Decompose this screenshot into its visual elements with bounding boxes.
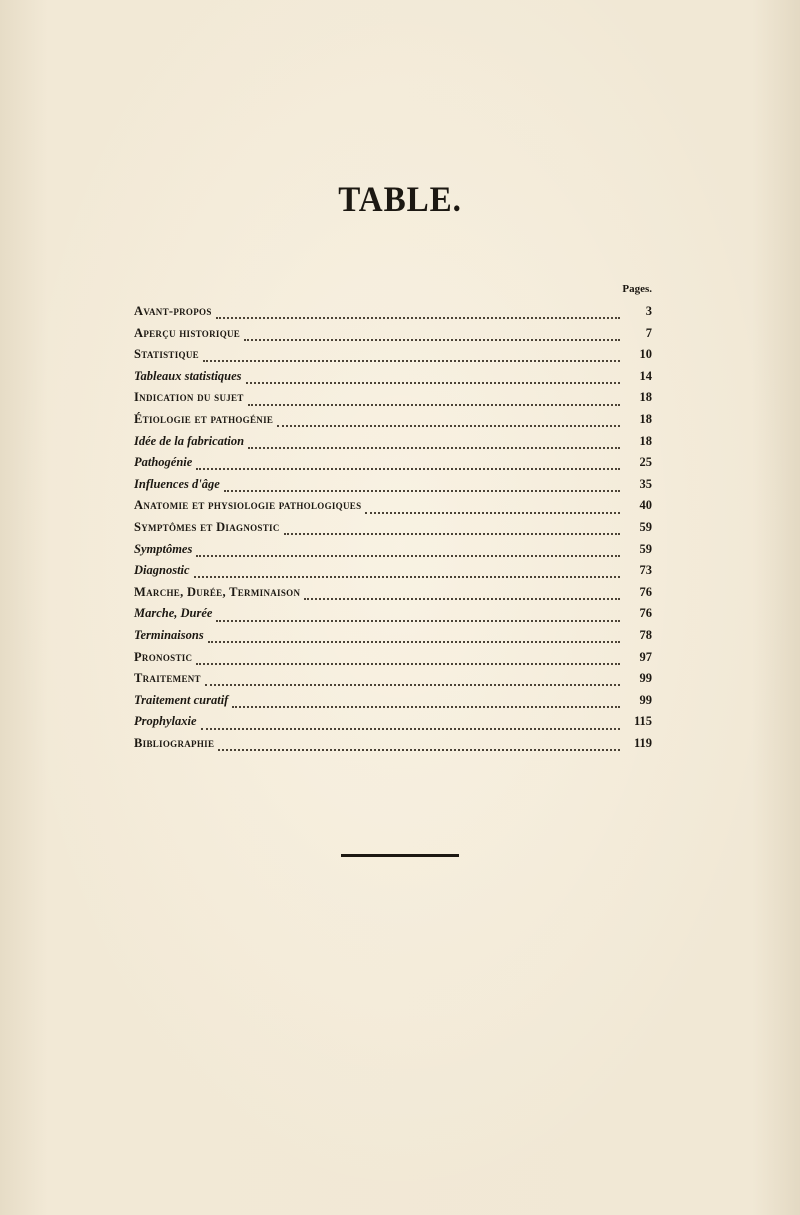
- toc-entry[interactable]: [134, 390, 652, 412]
- dot-leader: [216, 619, 620, 622]
- page-title: TABLE.: [338, 179, 462, 219]
- toc-entry-label: Terminaisons: [134, 627, 204, 642]
- toc-entry[interactable]: [134, 714, 652, 736]
- dot-leader: [365, 511, 620, 514]
- toc-entry-label: Étiologie et pathogénie: [134, 411, 274, 426]
- toc-entry[interactable]: [134, 520, 652, 542]
- toc-entry[interactable]: [134, 455, 652, 477]
- dot-leader: [246, 381, 620, 384]
- toc-entry-page: 7: [645, 325, 652, 340]
- toc-entry-page: 99: [639, 692, 652, 707]
- dot-leader: [196, 662, 620, 665]
- toc-entry-label: Marche, Durée: [134, 606, 213, 621]
- toc-entry-label: Diagnostic: [134, 563, 190, 578]
- toc-entry-page: 119: [633, 735, 652, 750]
- toc-entry-page: 73: [639, 563, 652, 578]
- dot-leader: [205, 683, 620, 686]
- toc-entry-page: 99: [639, 671, 652, 686]
- toc-entry[interactable]: [134, 628, 652, 650]
- toc-entry-page: 40: [639, 498, 652, 513]
- toc-entry-page: 59: [639, 519, 652, 534]
- toc-entry[interactable]: [134, 498, 652, 520]
- toc-entry[interactable]: [134, 477, 652, 499]
- dot-leader: [304, 597, 620, 600]
- toc-entry[interactable]: [134, 563, 652, 585]
- dot-leader: [201, 727, 621, 730]
- toc-entry[interactable]: [134, 347, 652, 369]
- toc-entry-label: Aperçu historique: [134, 325, 241, 340]
- toc-entry[interactable]: [134, 693, 652, 715]
- dot-leader: [224, 489, 620, 492]
- dot-leader: [218, 748, 620, 751]
- toc-entry[interactable]: [134, 650, 652, 672]
- dot-leader: [248, 446, 620, 449]
- toc-entry-label: Traitement curatif: [134, 692, 229, 707]
- toc-entry-label: Prophylaxie: [134, 714, 197, 729]
- toc-entry-page: 18: [639, 390, 652, 405]
- toc-entry-page: 76: [639, 584, 652, 599]
- dot-leader: [248, 403, 620, 406]
- toc-entry-label: Indication du sujet: [134, 390, 244, 405]
- dot-leader: [194, 575, 620, 578]
- toc-entry-page: 78: [639, 627, 652, 642]
- dot-leader: [196, 467, 620, 470]
- toc-entry-page: 3: [645, 304, 652, 318]
- dot-leader: [244, 338, 620, 341]
- toc-entry-label: Pronostic: [134, 649, 193, 664]
- dot-leader: [216, 316, 620, 319]
- toc-entry-page: 18: [639, 433, 652, 448]
- toc-entry[interactable]: [134, 412, 652, 434]
- toc-entry-page: 18: [639, 411, 652, 426]
- toc-entry-page: 10: [639, 347, 652, 362]
- toc-entry-label: Influences d'âge: [134, 476, 220, 491]
- toc-entry-label: Idée de la fabrication: [134, 433, 245, 448]
- dot-leader: [208, 640, 620, 643]
- toc-entry-label: Statistique: [134, 347, 199, 362]
- dot-leader: [284, 532, 620, 535]
- toc-entry-label: Symptômes: [134, 541, 193, 556]
- dot-leader: [232, 705, 620, 708]
- toc-entry-page: 35: [639, 476, 652, 491]
- dot-leader: [203, 359, 620, 362]
- toc-entry-label: Avant-propos: [134, 304, 212, 318]
- pages-column-header: Pages.: [622, 283, 652, 295]
- toc-entry-page: 59: [639, 541, 652, 556]
- toc-entry-page: 115: [633, 714, 652, 729]
- toc-entry[interactable]: [134, 326, 652, 348]
- toc-entry-page: 76: [639, 606, 652, 621]
- toc-entry[interactable]: [134, 671, 652, 693]
- toc-entry-label: Traitement: [134, 671, 201, 686]
- toc-entry-label: Tableaux statistiques: [134, 368, 242, 383]
- toc-entry-page: 97: [639, 649, 652, 664]
- toc-entry-page: 25: [639, 455, 652, 470]
- closing-rule: [341, 854, 459, 857]
- toc-entry[interactable]: [134, 304, 652, 326]
- toc-entry-label: Anatomie et physiologie pathologiques: [134, 498, 362, 513]
- toc-entry[interactable]: [134, 736, 652, 758]
- toc-entry[interactable]: [134, 542, 652, 564]
- dot-leader: [196, 554, 620, 557]
- toc-entry-label: Marche, Durée, Terminaison: [134, 584, 301, 599]
- toc-entry[interactable]: [134, 606, 652, 628]
- toc-entry-label: Pathogénie: [134, 455, 193, 470]
- toc-entry[interactable]: [134, 369, 652, 391]
- toc-entry[interactable]: [134, 434, 652, 456]
- toc-entry-label: Bibliographie: [134, 735, 215, 750]
- dot-leader: [277, 424, 620, 427]
- toc-entry[interactable]: [134, 585, 652, 607]
- toc-entry-label: Symptômes et Diagnostic: [134, 519, 280, 534]
- toc-entry-page: 14: [639, 368, 652, 383]
- table-of-contents: [134, 304, 652, 757]
